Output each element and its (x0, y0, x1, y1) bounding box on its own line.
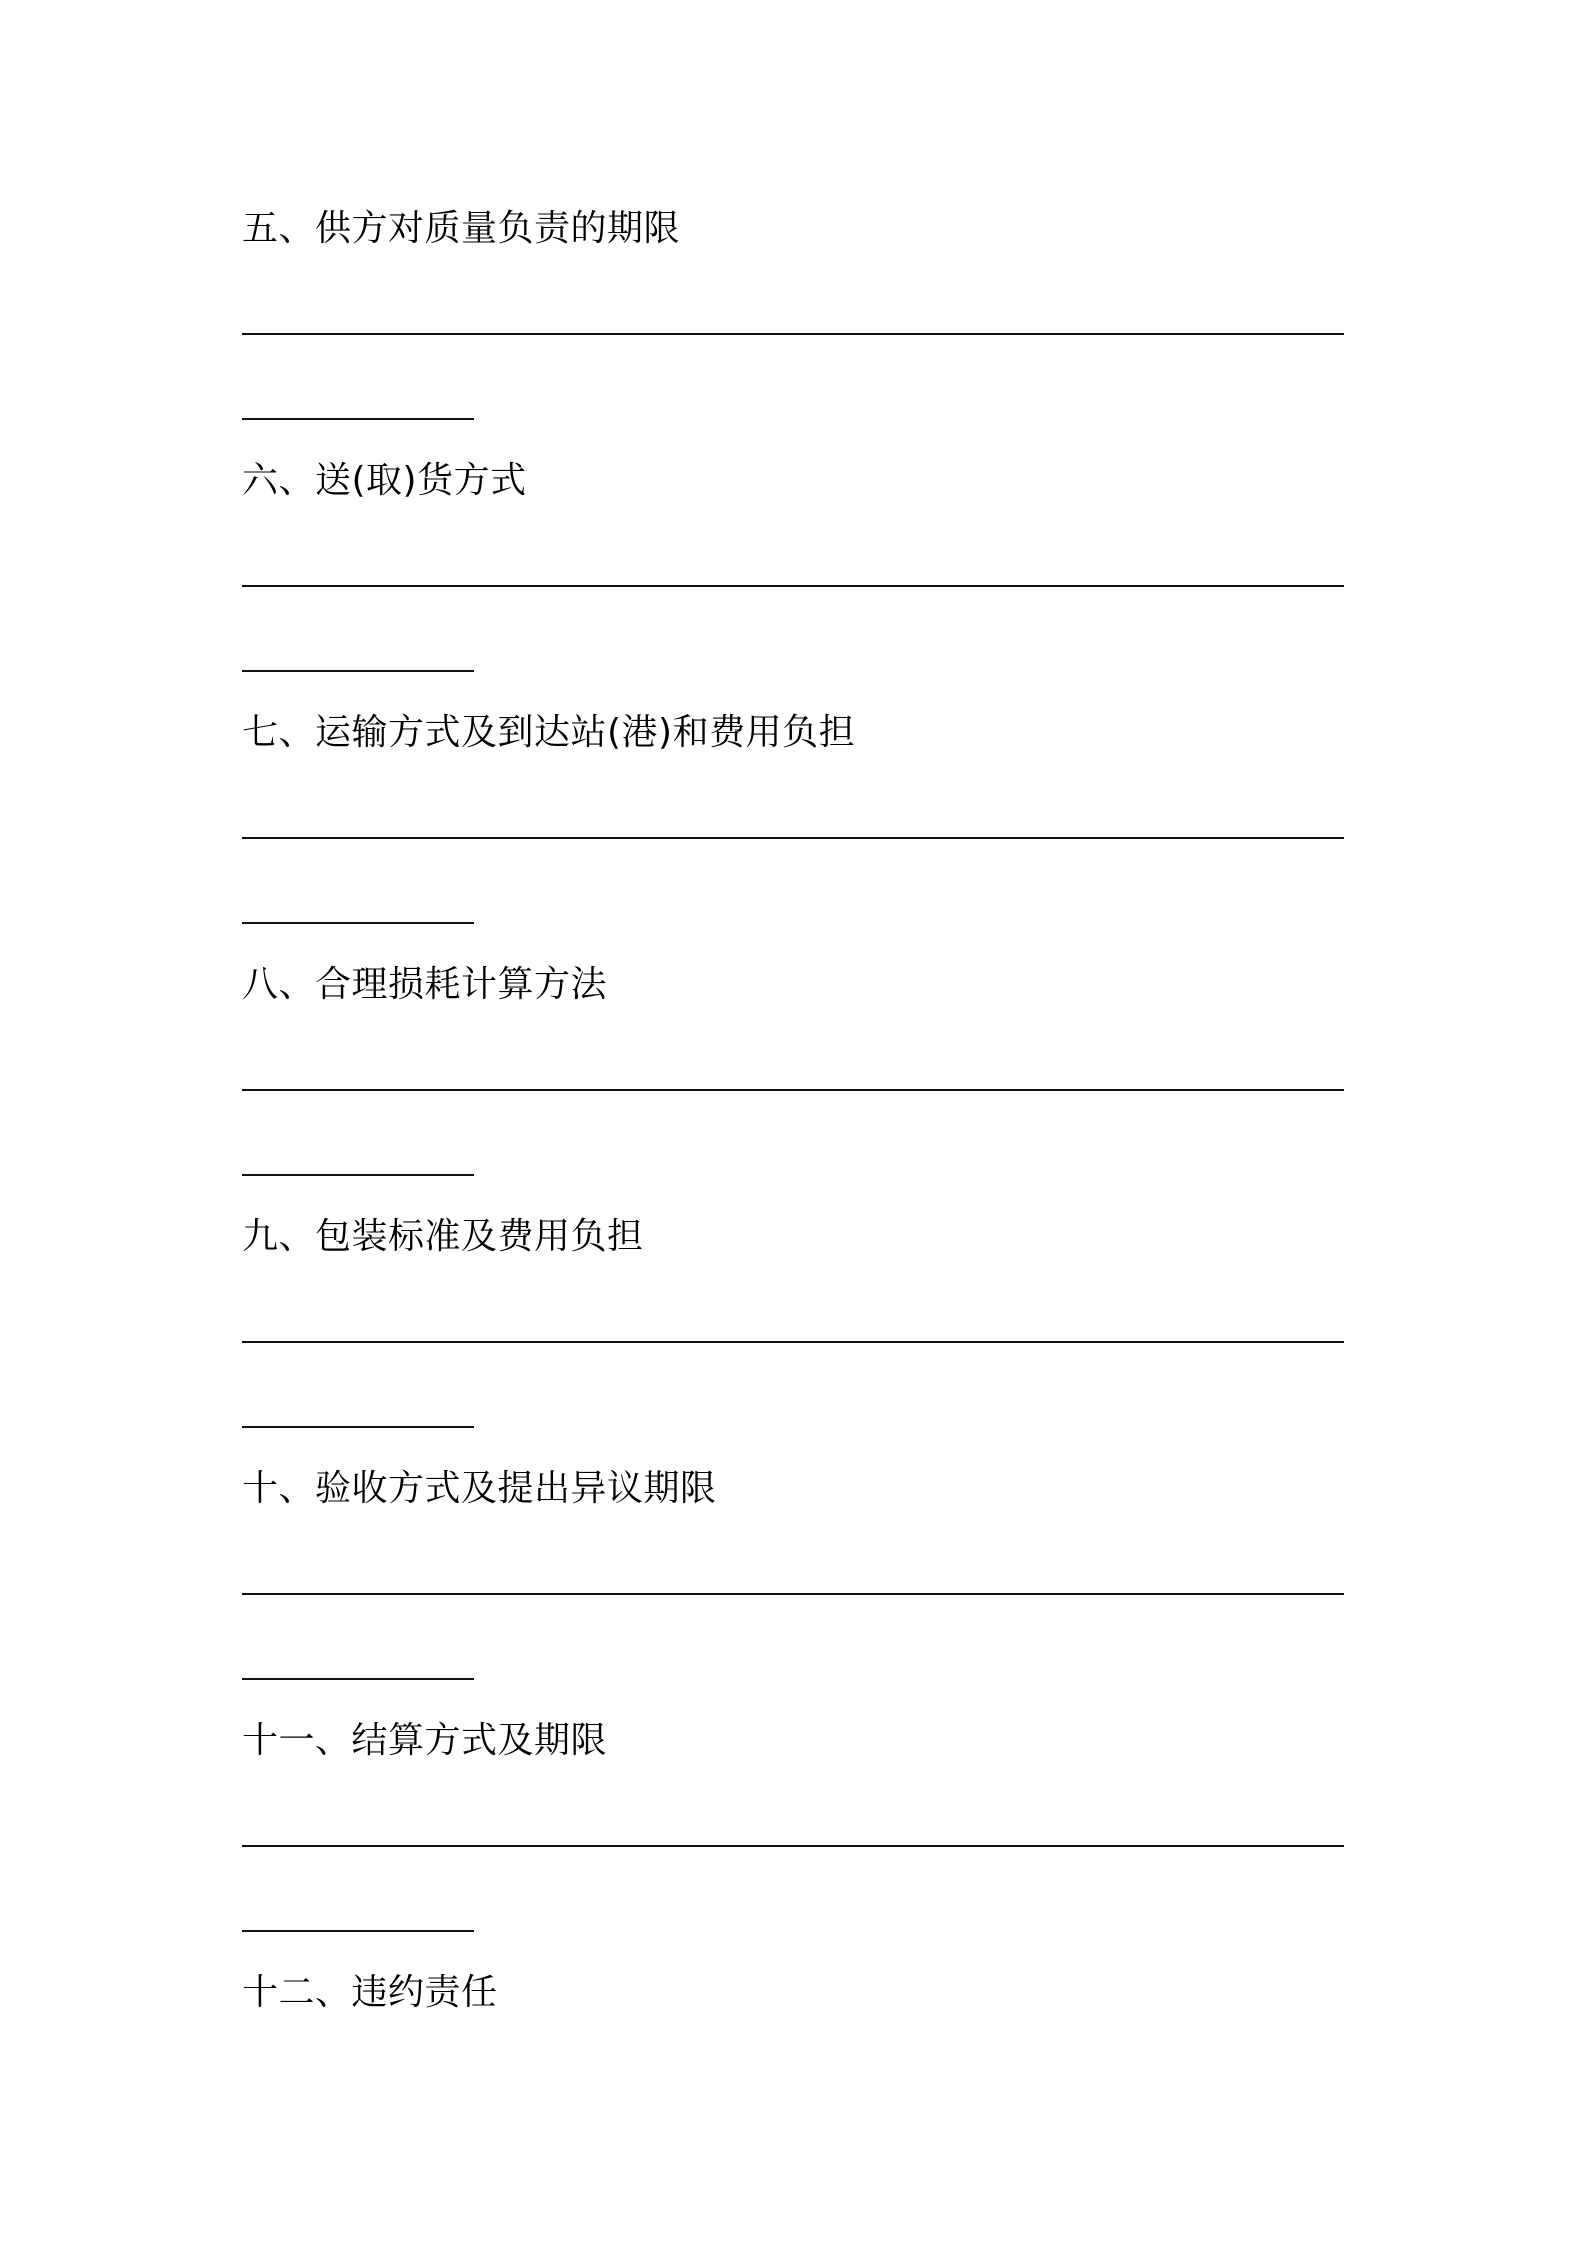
section-heading: 九、包装标准及费用负担 (242, 1216, 644, 1257)
fill-in-line-continuation (242, 1174, 474, 1176)
fill-in-line (242, 1089, 1344, 1091)
fill-in-line (242, 585, 1344, 587)
section-heading: 五、供方对质量负责的期限 (242, 208, 681, 249)
fill-in-line (242, 1845, 1344, 1847)
section-heading: 八、合理损耗计算方法 (242, 964, 608, 1005)
fill-in-line (242, 1593, 1344, 1595)
fill-in-line-continuation (242, 1930, 474, 1932)
fill-in-line (242, 837, 1344, 839)
fill-in-line-continuation (242, 1426, 474, 1428)
section-heading: 七、运输方式及到达站(港)和费用负担 (242, 712, 856, 753)
fill-in-line (242, 333, 1344, 335)
section-heading: 十一、结算方式及期限 (242, 1720, 608, 1761)
section-heading: 十、验收方式及提出异议期限 (242, 1468, 717, 1509)
fill-in-line-continuation (242, 922, 474, 924)
fill-in-line-continuation (242, 1678, 474, 1680)
section-heading: 十二、违约责任 (242, 1972, 498, 2013)
section-heading: 六、送(取)货方式 (242, 460, 527, 501)
fill-in-line-continuation (242, 418, 474, 420)
fill-in-line (242, 1341, 1344, 1343)
fill-in-line-continuation (242, 670, 474, 672)
